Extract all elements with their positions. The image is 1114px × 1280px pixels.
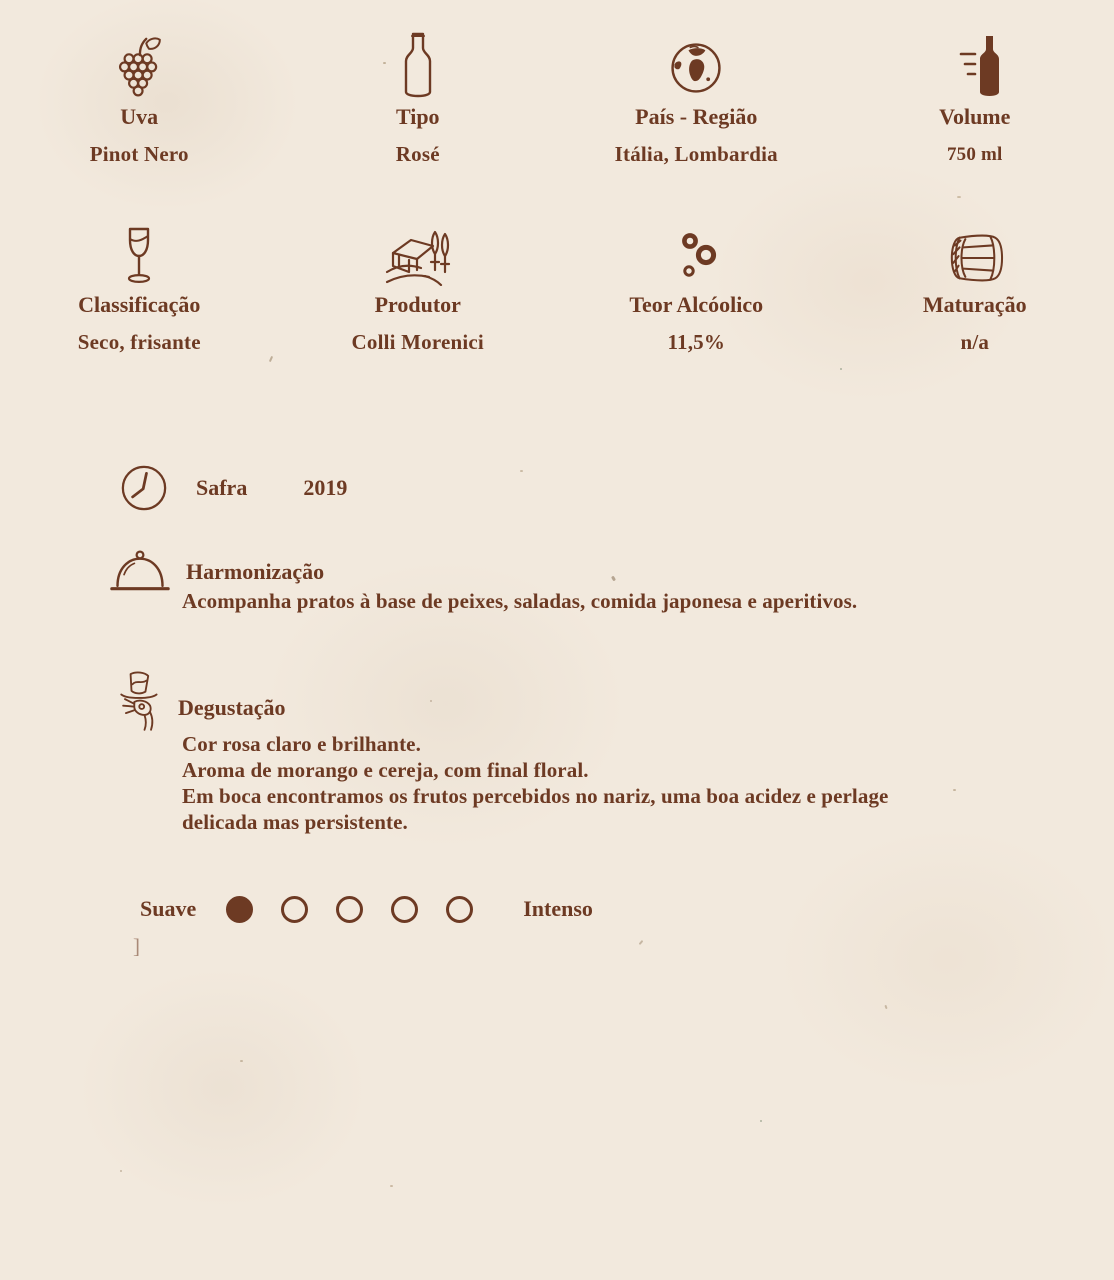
intensity-left-label: Suave	[140, 896, 197, 921]
clock-icon	[118, 462, 170, 514]
bubbles-icon	[669, 224, 723, 286]
print-artifact: ]	[133, 934, 140, 958]
wine-glass-icon	[116, 224, 162, 286]
attribute-pais-regiao	[557, 32, 836, 165]
attribute-volume	[836, 32, 1114, 165]
wine-bottle-icon	[403, 32, 433, 98]
attribute-value: Rosé	[395, 142, 440, 166]
intensity-dot-2	[281, 896, 308, 923]
safra-label: Safra	[196, 475, 248, 500]
attributes-row-2	[0, 224, 1114, 353]
harmonizacao-section	[110, 546, 324, 592]
attribute-teor-alcoolico	[557, 224, 836, 353]
globe-icon	[666, 32, 726, 98]
grapes-icon	[110, 32, 168, 98]
paper-speck	[953, 789, 956, 791]
attribute-value: Itália, Lombardia	[614, 142, 778, 166]
degustacao-section	[112, 670, 286, 732]
attribute-value: Colli Morenici	[351, 330, 484, 354]
paper-speck	[611, 576, 616, 582]
intensity-right-label: Intenso	[523, 896, 593, 921]
paper-speck	[840, 368, 842, 370]
degustacao-line: Em boca encontramos os frutos percebidos no nariz, uma boa acidez e perlage delicada mas persistente.	[182, 784, 889, 834]
harmonizacao-text: Acompanha pratos à base de peixes, saladas, comida japonesa e aperitivos.	[182, 589, 858, 613]
attribute-tipo	[279, 32, 558, 165]
intensity-dot-3	[336, 896, 363, 923]
paper-speck	[390, 1185, 393, 1187]
paper-speck	[639, 940, 644, 945]
attributes-row-1	[0, 32, 1114, 165]
safra-row	[118, 462, 347, 514]
harmonizacao-title: Harmonização	[186, 559, 325, 584]
degustacao-line: Cor rosa claro e brilhante.	[182, 732, 421, 756]
intensity-dot-4	[391, 896, 418, 923]
attribute-label: Classificação	[78, 292, 201, 317]
attribute-maturacao	[836, 224, 1114, 353]
intensity-dot-1	[226, 896, 253, 923]
attribute-label: Volume	[939, 104, 1011, 129]
attribute-label: Teor Alcóolico	[629, 292, 764, 317]
intensity-scale-dots	[226, 896, 501, 923]
attribute-value: 750 ml	[946, 144, 1003, 165]
attribute-label: Uva	[120, 104, 159, 129]
paper-speck	[240, 1060, 243, 1062]
attribute-label: Maturação	[922, 292, 1027, 317]
attribute-value: Seco, frisante	[77, 330, 201, 354]
attribute-value: Pinot Nero	[89, 142, 189, 166]
farmhouse-icon	[385, 224, 451, 286]
degustacao-line: Aroma de morango e cereja, com final floral.	[182, 758, 589, 782]
attribute-value: n/a	[960, 330, 990, 354]
paper-speck	[520, 470, 523, 472]
attribute-produtor	[279, 224, 558, 353]
attribute-classificacao	[0, 224, 279, 353]
paper-speck	[760, 1120, 762, 1122]
paper-speck	[430, 700, 432, 702]
attribute-label: Produtor	[374, 292, 461, 317]
degustacao-text	[182, 731, 952, 835]
degustacao-title: Degustação	[178, 695, 286, 720]
attribute-uva	[0, 32, 279, 165]
attribute-label: Tipo	[395, 104, 440, 129]
paper-speck	[269, 356, 273, 362]
intensity-scale	[140, 893, 593, 925]
paper-speck	[957, 196, 961, 198]
intensity-dot-5	[446, 896, 473, 923]
barrel-icon	[944, 224, 1006, 286]
paper-speck	[884, 1005, 887, 1009]
paper-speck	[120, 1170, 122, 1172]
safra-value: 2019	[303, 475, 348, 500]
attribute-label: País - Região	[635, 104, 758, 129]
bottle-volume-icon	[949, 32, 1001, 98]
attribute-value: 11,5%	[667, 330, 726, 354]
cloche-icon	[110, 546, 170, 592]
hand-swirl-glass-icon	[112, 670, 164, 732]
